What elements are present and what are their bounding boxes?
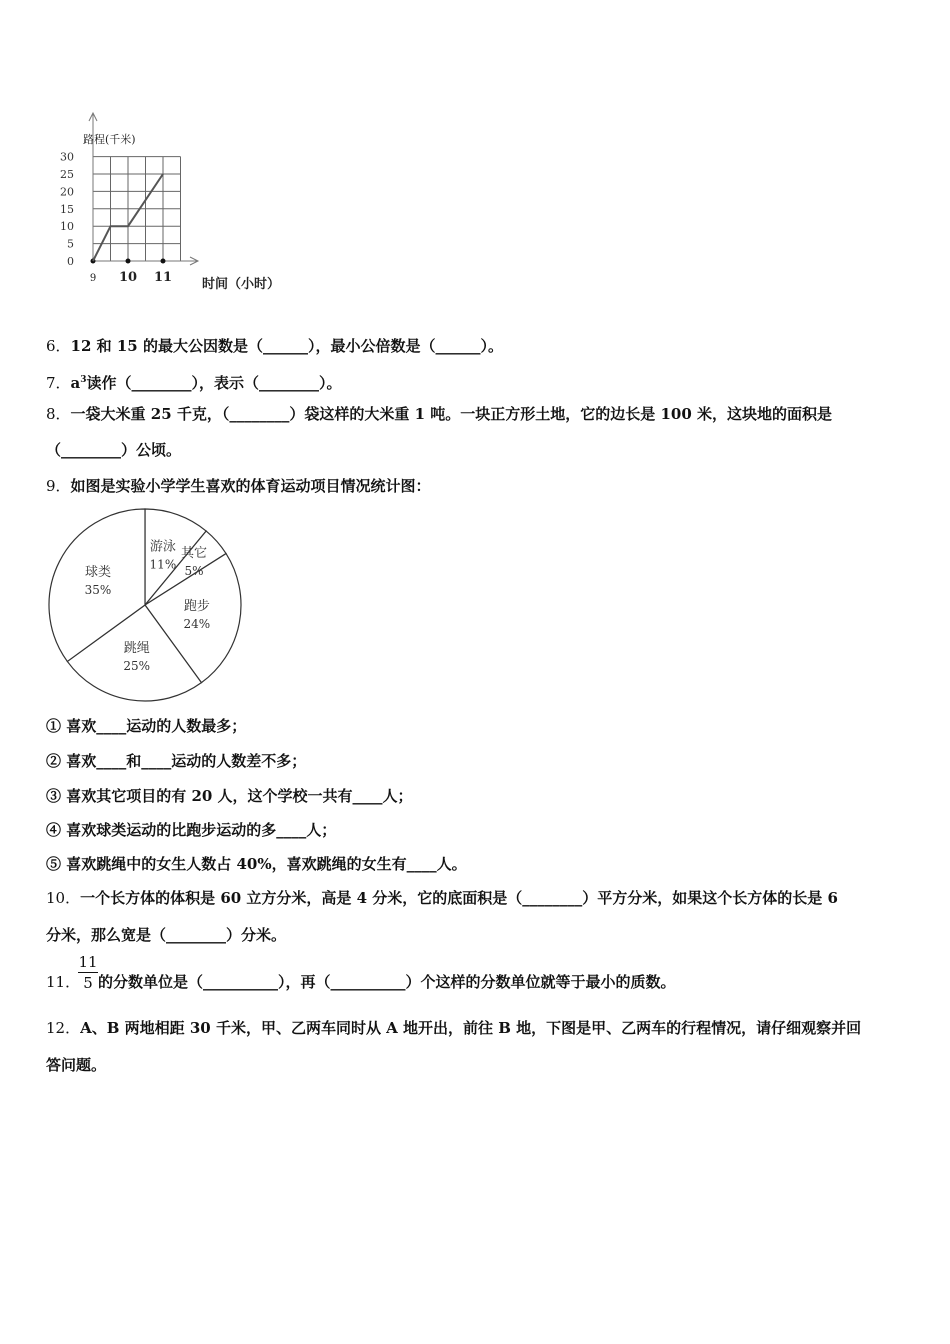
- question-text-line1: 一个长方体的体积是 60 立方分米，高是 4 分米，它的底面积是（________）平方分米，如果这个长方体的长是 6: [80, 889, 838, 907]
- pie-label-name: 球类: [84, 565, 111, 581]
- y-tick-label: 30: [60, 150, 74, 164]
- question-number: 12．: [46, 1019, 81, 1037]
- pie-label-percent: 24%: [183, 616, 211, 631]
- q9-item-2: ② 喜欢____和____运动的人数差不多；: [46, 752, 307, 770]
- question-number: 8．: [46, 405, 71, 423]
- question-9: [46, 476, 431, 496]
- q9-item-3: ③ 喜欢其它项目的有 20 人，这个学校一共有____人；: [46, 787, 413, 805]
- pie-label-name: 跳绳: [123, 641, 150, 657]
- y-tick-label: 10: [60, 220, 74, 234]
- power-exponent: 3: [80, 375, 87, 385]
- pie-label-percent: 35%: [84, 583, 112, 598]
- x-tick-dot: [126, 259, 131, 264]
- chart-ticks: [60, 151, 172, 285]
- question-11: [46, 972, 80, 992]
- question-number: 11．: [46, 973, 81, 991]
- fraction-denominator: 5: [83, 974, 93, 992]
- chart-grid: [93, 157, 181, 261]
- fraction-bar: [78, 972, 98, 973]
- question-number: 9．: [46, 477, 71, 495]
- question-text-line1: 一袋大米重 25 千克，（________）袋这样的大米重 1 吨。一块正方形土地，它的边长是 100 米，这块地的面积是: [70, 405, 833, 423]
- question-text: 12 和 15 的最大公因数是（______），最小公倍数是（______）。: [70, 337, 503, 355]
- question-text-line1: A、B 两地相距 30 千米，甲、乙两车同时从 A 地开出，前往 B 地，下图是甲、乙两车的行程情况，请仔细观察并回: [80, 1019, 862, 1037]
- pie-label-name: 其它: [180, 545, 207, 561]
- distance-time-chart: [50, 105, 310, 300]
- q9-item-1: ① 喜欢____运动的人数最多；: [46, 717, 247, 735]
- fraction: [78, 953, 98, 992]
- question-11-text: 的分数单位是（__________），再（__________）个这样的分数单位就等于最小的质数。: [98, 973, 676, 991]
- question-number: 10．: [46, 889, 81, 907]
- question-10: [46, 888, 838, 908]
- y-tick-label: 5: [67, 237, 74, 251]
- sports-pie-chart: [45, 505, 250, 705]
- question-number: 7．: [46, 374, 71, 392]
- question-text-line2: 答问题。: [46, 1056, 107, 1074]
- y-tick-label: 25: [60, 168, 74, 181]
- pie-label-name: 跑步: [183, 598, 210, 614]
- y-tick-label: 20: [60, 185, 74, 199]
- pie-label-percent: 25%: [123, 659, 151, 674]
- question-10-cont: [46, 925, 286, 945]
- x-tick-label: 10: [118, 270, 138, 285]
- x-axis-label: 时间（小时）: [202, 277, 281, 292]
- question-8: [46, 404, 832, 424]
- question-text: 如图是实验小学学生喜欢的体育运动项目情况统计图：: [70, 477, 431, 495]
- question-8-cont: [46, 440, 181, 460]
- question-text: 读作（________），表示（________）。: [86, 374, 342, 392]
- question-12: [46, 1018, 861, 1038]
- fraction-numerator: 11: [78, 953, 98, 971]
- question-12-cont: [46, 1055, 106, 1075]
- pie-label-percent: 5%: [184, 563, 204, 578]
- question-text-line2: （________）公顷。: [46, 441, 182, 459]
- q9-item-4: ④ 喜欢球类运动的比跑步运动的多____人；: [46, 821, 337, 839]
- question-7: [46, 370, 342, 393]
- x-tick-label: 11: [153, 270, 173, 285]
- x-tick-dot: [161, 259, 166, 264]
- question-number: 6．: [46, 337, 71, 355]
- pie-label-name: 游泳: [149, 539, 176, 555]
- power-base: a: [70, 374, 81, 392]
- q9-item-5: ⑤ 喜欢跳绳中的女生人数占 40%，喜欢跳绳的女生有____人。: [46, 855, 467, 873]
- pie-label-percent: 11%: [149, 557, 177, 572]
- x-tick-label: 9: [89, 273, 97, 284]
- y-tick-label: 15: [60, 202, 74, 216]
- y-tick-label: 0: [67, 255, 74, 268]
- question-text-line2: 分米，那么宽是（________）分米。: [46, 926, 287, 944]
- question-6: [46, 336, 503, 356]
- y-axis-label: 路程(千米): [83, 133, 136, 146]
